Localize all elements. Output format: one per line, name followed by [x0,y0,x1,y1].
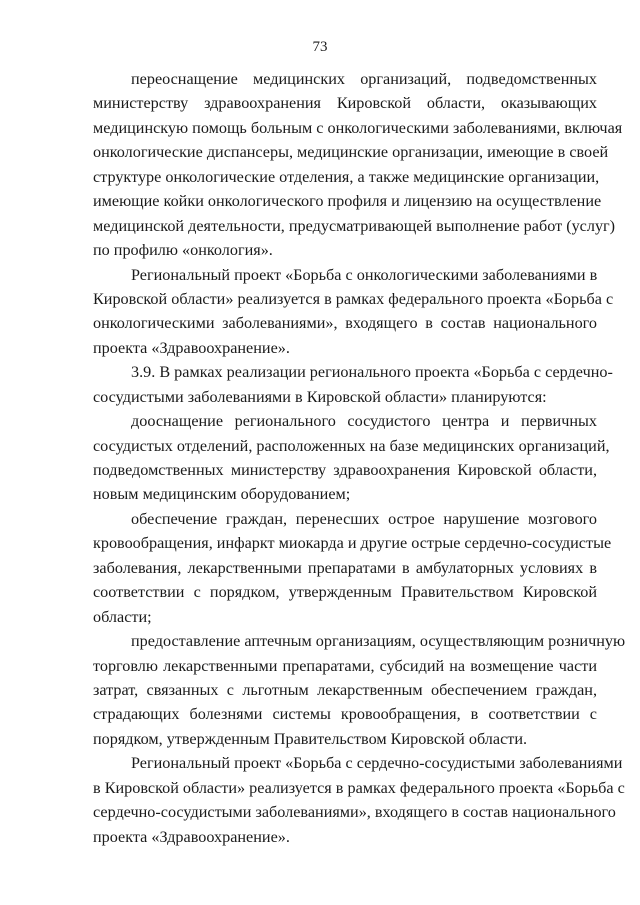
text-line: обеспечение граждан, перенесших острое нарушение мозгового [131,509,597,528]
text-line: сосудистых отделений, расположенных на базе медицинских организаций, [93,436,610,455]
document-body [93,67,626,849]
text-line: предоставление аптечным организациям, осуществляющим розничную [131,632,626,651]
text-line: подведомственных министерству здравоохранения Кировской области, [93,461,597,479]
text-line: Региональный проект «Борьба с онкологическими заболеваниями в [131,265,598,284]
text-line: Региональный проект «Борьба с сердечно-сосудистыми заболеваниями [131,754,623,773]
page-number: 73 [312,39,328,55]
text-line: соответствии с порядком, утвержденным Правительством Кировской [93,583,597,602]
text-line: области; [93,607,152,626]
paragraph-vascular-center [93,409,610,507]
text-line: дооснащение регионального сосудистого центра и первичных [131,412,597,431]
text-line: онкологическими заболеваниями», входящего в состав национального [93,314,597,333]
text-line: медицинскую помощь больным с онкологическими заболеваниями, включая [93,118,623,137]
paragraph-equipment-oncology [93,67,623,263]
text-line: сосудистыми заболеваниями в Кировской области» планируются: [93,387,547,406]
text-line: сердечно-сосудистыми заболеваниями», входящего в состав национального [93,803,616,822]
text-line: министерству здравоохранения Кировской области, оказывающих [93,94,597,113]
text-line: заболевания, лекарственными препаратами в амбулаторных условиях в [93,558,597,577]
text-line: имеющие койки онкологического профиля и лицензию на осуществление [93,192,602,211]
paragraph-pharmacy-subsidies [93,629,626,751]
paragraph-medication-provision [93,507,612,629]
text-line: торговлю лекарственными препаратами, субсидий на возмещение части [93,656,597,675]
paragraph-cardiovascular-project [93,751,625,849]
text-line: переоснащение медицинских организаций, подведомственных [131,70,597,88]
paragraph-oncology-project [93,263,614,361]
text-line: 3.9. В рамках реализации регионального проекта «Борьба с сердечно- [131,363,613,382]
text-line: затрат, связанных с льготным лекарственным обеспечением граждан, [93,680,597,699]
text-line: Кировской области» реализуется в рамках федерального проекта «Борьба с [93,289,614,308]
text-line: структуре онкологические отделения, а также медицинские организации, [93,167,600,186]
text-line: кровообращения, инфаркт миокарда и другие острые сердечно-сосудистые [93,534,612,553]
text-line: новым медицинским оборудованием; [93,485,351,504]
text-line: проекта «Здравоохранение». [93,827,290,846]
paragraph-section-3-9 [93,360,613,409]
text-line: в Кировской области» реализуется в рамках федерального проекта «Борьба с [93,778,625,797]
text-line: страдающих болезнями системы кровообращения, в соответствии с [93,705,597,724]
text-line: проекта «Здравоохранение». [93,338,290,357]
text-line: онкологические диспансеры, медицинские организации, имеющие в своей [93,143,609,162]
text-line: порядком, утвержденным Правительством Кировской области. [93,729,528,748]
text-line: по профилю «онкология». [93,241,273,260]
text-line: медицинской деятельности, предусматривающей выполнение работ (услуг) [93,216,616,235]
